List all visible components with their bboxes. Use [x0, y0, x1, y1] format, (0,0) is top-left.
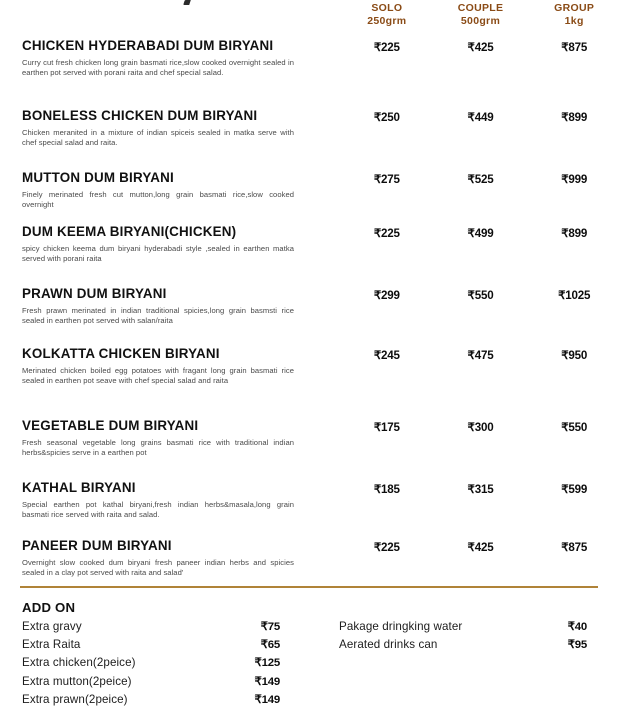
addon-item-price: ₹125: [254, 657, 280, 670]
menu-item-prices: [340, 482, 621, 496]
menu-item-prices: [340, 40, 621, 54]
addon-row: [22, 619, 280, 637]
price-couple: ₹300: [467, 421, 494, 434]
price-group: ₹550: [561, 421, 588, 434]
addon-item-price: ₹149: [254, 693, 280, 706]
price-couple: ₹550: [467, 289, 494, 302]
column-header-solo: [340, 2, 434, 36]
menu-item-name: KATHAL BIRYANI: [22, 480, 136, 495]
addon-row: [22, 655, 280, 673]
menu-item-name: CHICKEN HYDERABADI DUM BIRYANI: [22, 38, 274, 53]
price-couple: ₹525: [467, 173, 494, 186]
menu-item-name: PANEER DUM BIRYANI: [22, 538, 172, 553]
menu-item-prices: [340, 348, 621, 362]
column-header-group: [527, 2, 621, 36]
addon-item-label: Extra mutton(2peice): [22, 674, 132, 688]
menu-item-name: KOLKATTA CHICKEN BIRYANI: [22, 346, 220, 361]
addon-item-price: ₹40: [567, 621, 587, 633]
price-solo: ₹245: [373, 349, 400, 362]
price-solo: ₹299: [373, 289, 400, 302]
column-title-solo: SOLO: [371, 2, 403, 14]
addon-list-right: [339, 619, 587, 655]
price-couple: ₹425: [467, 541, 494, 554]
price-solo: ₹225: [373, 41, 400, 54]
menu-item-name: MUTTON DUM BIRYANI: [22, 170, 174, 185]
menu-item-prices: [340, 288, 621, 302]
addon-item-label: Aerated drinks can: [339, 638, 438, 652]
price-couple: ₹315: [467, 483, 494, 496]
menu-item-description: Finely merinated fresh cut mutton,long grain basmati rice,slow cooked overnight: [22, 190, 294, 210]
price-solo: ₹175: [373, 421, 400, 434]
addon-row: [339, 619, 587, 637]
menu-item-prices: [340, 540, 621, 554]
menu-item-text: [22, 480, 294, 520]
menu-item-name: PRAWN DUM BIRYANI: [22, 286, 167, 301]
price-couple: ₹425: [467, 41, 494, 54]
price-group: ₹999: [561, 173, 588, 186]
price-solo: ₹275: [373, 173, 400, 186]
price-solo: ₹225: [373, 541, 400, 554]
menu-item-name: DUM KEEMA BIRYANI(CHICKEN): [22, 224, 237, 239]
column-title-couple: COUPLE: [457, 2, 504, 14]
addon-row: [22, 674, 280, 692]
price-solo: ₹185: [373, 483, 400, 496]
menu-item-prices: [340, 420, 621, 434]
addon-item-label: Extra prawn(2peice): [22, 692, 128, 706]
addon-row: [22, 692, 280, 710]
menu-item-description: spicy chicken keema dum biryani hyderabadi style ,sealed in earthen matka served with porani raita: [22, 244, 294, 264]
menu-item-prices: [340, 110, 621, 124]
addon-item-label: Extra gravy: [22, 620, 82, 633]
addon-item-price: ₹75: [260, 621, 280, 633]
price-group: ₹899: [561, 227, 588, 240]
price-couple: ₹475: [467, 349, 494, 362]
menu-item-text: [22, 346, 294, 386]
menu-item-text: [22, 108, 294, 148]
menu-item-name: VEGETABLE DUM BIRYANI: [22, 418, 199, 433]
price-solo: ₹225: [373, 227, 400, 240]
addon-item-price: ₹95: [567, 639, 587, 652]
menu-item-description: Special earthen pot kathal biryani,fresh indian herbs&masala,long grain basmati rice served with raita and salad.: [22, 500, 294, 520]
menu-item-description: Merinated chicken boiled egg potatoes with fragant long grain basmati rice sealed in earthen pot seave with chef special salad and raita: [22, 366, 294, 386]
menu-item-description: Overnight slow cooked dum biryani fresh paneer indian herbs and spicies sealed in a clay pot served with raita and salad': [22, 558, 294, 578]
menu-item-text: [22, 224, 294, 264]
price-couple: ₹449: [467, 111, 494, 124]
addon-row: [22, 637, 280, 655]
column-header-couple: [434, 2, 528, 36]
addon-item-price: ₹149: [254, 675, 280, 688]
column-weight-couple: 500grm: [460, 15, 501, 27]
menu-item-text: [22, 538, 294, 578]
menu-item-description: Chicken meranited in a mixture of indian spiceis sealed in matka serve with chef special salad and raita.: [22, 128, 294, 148]
addon-item-label: Pakage dringking water: [339, 620, 463, 633]
addon-item-price: ₹65: [260, 639, 280, 652]
menu-item-text: [22, 170, 294, 210]
price-column-header: [340, 2, 621, 36]
menu-item-prices: [340, 172, 621, 186]
addon-row: [339, 637, 587, 655]
price-group: ₹875: [561, 541, 588, 554]
price-group: ₹875: [561, 41, 588, 54]
column-weight-group: 1kg: [564, 15, 584, 27]
menu-item-text: [22, 418, 294, 458]
section-divider: [20, 586, 598, 588]
menu-item-description: Fresh prawn merinated in indian traditional spicies,long grain basmsti rice sealed in earthen pot served with salan/raita: [22, 306, 294, 326]
addon-item-label: Extra chicken(2peice): [22, 656, 136, 670]
addon-section-title: ADD ON: [22, 600, 76, 615]
price-group: ₹950: [561, 349, 588, 362]
price-couple: ₹499: [467, 227, 494, 240]
column-title-group: GROUP: [554, 2, 595, 14]
price-group: ₹599: [561, 483, 588, 496]
menu-item-description: Fresh seasonal vegetable long grains basmati rice with traditional indian herbs&spicies serve in a earthen pot: [22, 438, 294, 458]
price-group: ₹899: [561, 111, 588, 124]
menu-item-text: [22, 38, 294, 78]
column-weight-solo: 250grm: [367, 15, 407, 27]
page-artifact-mark: [183, 0, 191, 5]
price-solo: ₹250: [373, 111, 400, 124]
menu-item-prices: [340, 226, 621, 240]
price-group: ₹1025: [558, 289, 591, 302]
menu-item-name: BONELESS CHICKEN DUM BIRYANI: [22, 108, 258, 123]
menu-item-description: Curry cut fresh chicken long grain basmati rice,slow cooked overnight sealed in earthen pot served with porani raita and chef special salad.: [22, 58, 294, 78]
menu-item-text: [22, 286, 294, 326]
addon-list-left: [22, 619, 280, 710]
addon-item-label: Extra Raita: [22, 638, 81, 652]
